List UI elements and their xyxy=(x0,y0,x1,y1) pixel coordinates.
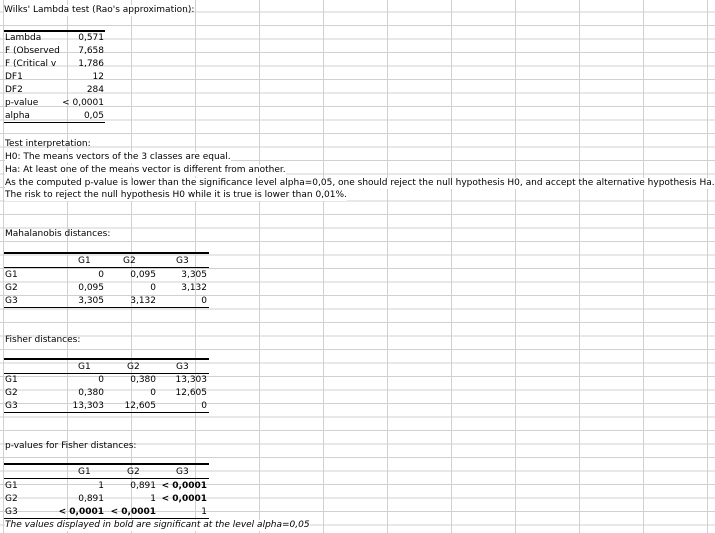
pvalues-cell: 0,891 xyxy=(78,494,104,504)
fisher-cell: 0 xyxy=(150,388,156,398)
pvalues-row-label: G1 xyxy=(5,481,18,491)
mahalanobis-col-g3: G3 xyxy=(176,256,189,266)
mahalanobis-row-label: G3 xyxy=(5,296,18,306)
mahalanobis-bottom-rule xyxy=(4,307,209,308)
mahalanobis-cell: 3,132 xyxy=(181,283,207,293)
pvalues-cell: 1 xyxy=(98,481,104,491)
mahalanobis-cell: 0 xyxy=(150,283,156,293)
wilks-value-p-value: < 0,0001 xyxy=(62,98,104,108)
wilks-bottom-rule xyxy=(4,122,105,123)
wilks-label-f-observed: F (Observed xyxy=(5,46,60,56)
pvalues-header-rule xyxy=(4,478,209,479)
interpretation-conclusion: As the computed p-value is lower than the significance level alpha=0,05, one should reject the null hypothesis H0, and accept the alternative hypothesis Ha. xyxy=(5,178,715,188)
wilks-value-df2: 284 xyxy=(86,85,104,95)
wilks-label-f-critical: F (Critical v xyxy=(5,59,57,69)
interpretation-heading: Test interpretation: xyxy=(5,139,91,149)
fisher-cell: 0 xyxy=(201,401,207,411)
wilks-label-lambda: Lambda xyxy=(5,33,42,43)
pvalues-cell: 0,891 xyxy=(130,481,156,491)
pvalues-cell-significant: < 0,0001 xyxy=(110,507,156,517)
fisher-cell: 12,605 xyxy=(175,388,207,398)
pvalues-bottom-rule xyxy=(4,518,209,519)
wilks-value-lambda: 0,571 xyxy=(78,33,104,43)
wilks-value-f-critical: 1,786 xyxy=(78,59,104,69)
pvalues-title: p-values for Fisher distances: xyxy=(5,441,137,451)
fisher-col-g2: G2 xyxy=(127,362,140,372)
pvalues-cell: 1 xyxy=(150,494,156,504)
fisher-row-label: G3 xyxy=(5,401,18,411)
wilks-top-rule xyxy=(4,30,105,32)
mahalanobis-cell: 0,095 xyxy=(78,283,104,293)
wilks-label-df2: DF2 xyxy=(5,85,23,95)
fisher-col-g3: G3 xyxy=(176,362,189,372)
fisher-cell: 0,380 xyxy=(130,375,156,385)
fisher-row-label: G1 xyxy=(5,375,18,385)
mahalanobis-cell: 3,305 xyxy=(78,296,104,306)
mahalanobis-col-g1: G1 xyxy=(78,256,91,266)
pvalues-row-label: G3 xyxy=(5,507,18,517)
wilks-value-f-observed: 7,658 xyxy=(78,46,104,56)
fisher-cell: 0,380 xyxy=(78,388,104,398)
mahalanobis-cell: 3,305 xyxy=(181,270,207,280)
interpretation-h0: H0: The means vectors of the 3 classes are equal. xyxy=(5,152,231,162)
pvalues-col-g3: G3 xyxy=(176,467,189,477)
wilks-value-df1: 12 xyxy=(92,72,104,82)
pvalues-row-label: G2 xyxy=(5,494,18,504)
pvalues-cell-significant: < 0,0001 xyxy=(58,507,104,517)
interpretation-risk: The risk to reject the null hypothesis H0 while it is true is lower than 0,01%. xyxy=(5,190,347,200)
fisher-row-label: G2 xyxy=(5,388,18,398)
fisher-top-rule xyxy=(4,358,209,360)
fisher-cell: 13,303 xyxy=(175,375,207,385)
fisher-col-g1: G1 xyxy=(78,362,91,372)
pvalues-cell-significant: < 0,0001 xyxy=(161,481,207,491)
mahalanobis-row-label: G2 xyxy=(5,283,18,293)
wilks-value-alpha: 0,05 xyxy=(83,111,104,121)
fisher-bottom-rule xyxy=(4,412,209,413)
pvalues-col-g2: G2 xyxy=(127,467,140,477)
mahalanobis-cell: 0 xyxy=(98,270,104,280)
pvalues-top-rule xyxy=(4,463,209,465)
wilks-label-df1: DF1 xyxy=(5,72,23,82)
pvalues-significance-note: The values displayed in bold are significant at the level alpha=0,05 xyxy=(5,520,310,530)
mahalanobis-col-g2: G2 xyxy=(123,256,136,266)
mahalanobis-title: Mahalanobis distances: xyxy=(5,229,111,239)
pvalues-cell-significant: < 0,0001 xyxy=(161,494,207,504)
interpretation-ha: Ha: At least one of the means vector is different from another. xyxy=(5,165,286,175)
fisher-cell: 13,303 xyxy=(72,401,104,411)
mahalanobis-cell: 0,095 xyxy=(130,270,156,280)
mahalanobis-row-label: G1 xyxy=(5,270,18,280)
fisher-cell: 0 xyxy=(98,375,104,385)
fisher-cell: 12,605 xyxy=(124,401,156,411)
mahalanobis-cell: 0 xyxy=(201,296,207,306)
fisher-header-rule xyxy=(4,373,209,374)
pvalues-cell: 1 xyxy=(201,507,207,517)
mahalanobis-top-rule xyxy=(4,252,209,254)
pvalues-col-g1: G1 xyxy=(78,467,91,477)
mahalanobis-header-rule xyxy=(4,267,209,268)
wilks-label-p-value: p-value xyxy=(5,98,39,108)
fisher-title: Fisher distances: xyxy=(5,335,81,345)
mahalanobis-cell: 3,132 xyxy=(130,296,156,306)
wilks-label-alpha: alpha xyxy=(5,111,30,121)
wilks-title: Wilks' Lambda test (Rao's approximation): xyxy=(4,5,195,15)
